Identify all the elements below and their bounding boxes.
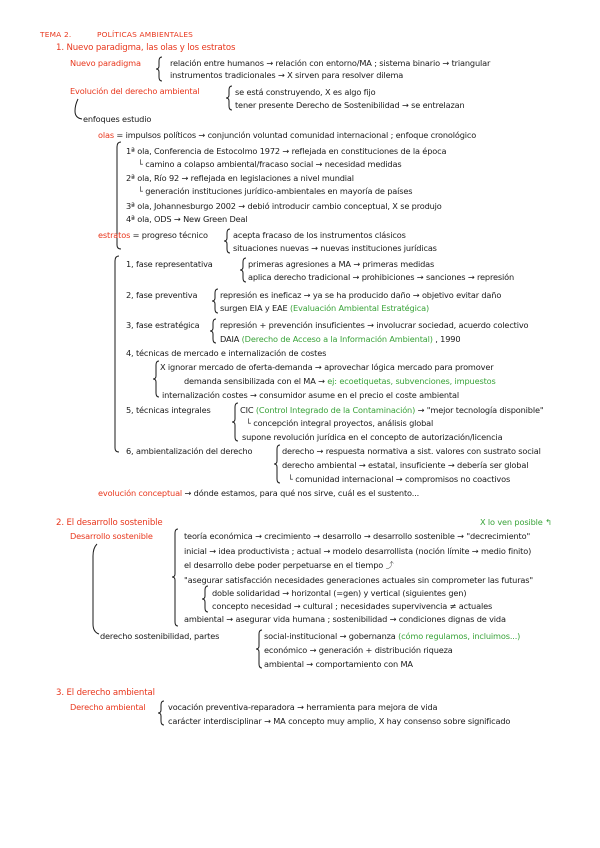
ds-part-3: ambiental → comportamiento con MA — [264, 659, 413, 669]
fase-3-line-2: DAIA (Derecho de Acceso a la Información Ambiental) , 1990 — [220, 334, 461, 344]
estratos-line-2: situaciones nuevas → nuevas instituciones jurídicas — [233, 243, 437, 253]
topic-number: TEMA 2. — [40, 30, 72, 39]
olas-label: olas — [98, 130, 114, 140]
fase-5-line-1: CIC (Control Integrado de la Contaminación) → "mejor tecnología disponible" — [240, 405, 544, 415]
ds-line-3: el desarrollo debe poder perpetuarse en el tiempo ⤴ — [184, 560, 394, 570]
fase-2-line-2: surgen EIA y EAE (Evaluación Ambiental Estratégica) — [220, 303, 429, 313]
fase-2-label: 2, fase preventiva — [126, 290, 198, 300]
ola-4: 4ª ola, ODS → New Green Deal — [126, 214, 248, 224]
estratos-label: estratos — [98, 230, 131, 240]
ds-parts-label: derecho sostenibilidad, partes — [100, 631, 220, 641]
da-label: Derecho ambiental — [70, 702, 146, 712]
ds-line-5: doble solidaridad → horizontal (=gen) y vertical (siguientes gen) — [212, 588, 467, 598]
da-line-2: carácter interdisciplinar → MA concepto muy amplio, X hay consenso sobre significado — [168, 716, 511, 726]
ds-part-1: social-institucional → gobernanza (cómo regulamos, incluimos...) — [264, 631, 521, 641]
ds-line-2: inicial → idea productivista ; actual → modelo desarrollista (noción límite → medio finito) — [184, 546, 532, 556]
fase-1-brace — [240, 257, 248, 283]
fase-6-brace — [274, 444, 282, 484]
fase-1-label: 1, fase representativa — [126, 259, 213, 269]
ds-line-1: teoría económica → crecimiento → desarrollo → desarrollo sostenible → "decrecimiento" — [184, 531, 531, 541]
fase-3-label: 3, fase estratégica — [126, 320, 200, 330]
ev-line-2: tener presente Derecho de Sostenibilidad → se entrelazan — [235, 100, 465, 110]
ds-brace — [172, 528, 180, 628]
fase-1-line-1: primeras agresiones a MA → primeras medidas — [248, 259, 435, 269]
ds-part-2: económico → generación + distribución riqueza — [264, 645, 453, 655]
fase-6-line-3: └ comunidad internacional → compromisos no coactivos — [288, 474, 511, 484]
estratos-line: estratos = progreso técnico — [98, 230, 208, 240]
np-line-2: instrumentos tradicionales → X sirven para resolver dilema — [170, 70, 404, 80]
ola-1: 1ª ola, Conferencia de Estocolmo 1972 → reflejada en constituciones de la época — [126, 146, 447, 156]
fase-6-line-2: derecho ambiental → estatal, insuficiente → debería ser global — [282, 460, 529, 470]
np-brace — [156, 56, 164, 82]
fase-4-label: 4, técnicas de mercado e internalización de costes — [126, 348, 327, 358]
ds-label: Desarrollo sostenible — [70, 531, 153, 541]
fase-5-line-3: supone revolución jurídica en el concepto de autorización/licencia — [242, 432, 503, 442]
da-brace — [158, 700, 166, 726]
estratos-brace — [224, 228, 232, 254]
fase-6-label: 6, ambientalización del derecho — [126, 446, 253, 456]
fase-2-brace — [212, 288, 220, 314]
section-1-title: 1. Nuevo paradigma, las olas y los estratos — [56, 43, 236, 53]
enfoques-label: enfoques estudio — [83, 114, 152, 124]
fases-brace — [113, 255, 121, 455]
fase-4-line-2: demanda sensibilizada con el MA → ej: ecoetiquetas, subvenciones, impuestos — [184, 376, 496, 386]
side-note: X lo ven posible ↰ — [480, 517, 552, 527]
ds-line-6: concepto necesidad → cultural ; necesidades supervivencia ≠ actuales — [212, 601, 493, 611]
ds-line-4: "asegurar satisfacción necesidades generaciones actuales sin comprometer las futuras" — [184, 575, 534, 585]
olas-line: olas = impulsos políticos → conjunción voluntad comunidad internacional ; enfoque cronológico — [98, 130, 477, 140]
evolucion-conceptual-line: evolución conceptual → dónde estamos, para qué nos sirve, cuál es el sustento... — [98, 488, 420, 498]
ev-label: Evolución del derecho ambiental — [70, 86, 200, 96]
fase-2-line-1: represión es ineficaz → ya se ha producido daño → objetivo evitar daño — [220, 290, 502, 300]
fase-5-label: 5, técnicas integrales — [126, 405, 211, 415]
ds-connector — [92, 544, 100, 636]
topic-title: POLÍTICAS AMBIENTALES — [97, 30, 194, 39]
ola-1-detail: └ camino a colapso ambiental/fracaso social → necesidad medidas — [138, 159, 402, 169]
da-line-1: vocación preventiva-reparadora → herramienta para mejora de vida — [168, 702, 438, 712]
ev-brace — [226, 85, 234, 111]
ds-sub-brace — [202, 585, 210, 613]
estratos-line-1: acepta fracaso de los instrumentos clásicos — [233, 230, 406, 240]
fase-5-line-2: └ concepción integral proyectos, análisis global — [246, 418, 434, 428]
fase-4-line-3: internalización costes → consumidor asume en el precio el coste ambiental — [162, 390, 459, 400]
ds-parts-brace — [256, 629, 264, 669]
ev-line-1: se está construyendo, X es algo fijo — [235, 87, 376, 97]
ola-2: 2ª ola, Río 92 → reflejada en legislaciones a nivel mundial — [126, 173, 354, 183]
np-label: Nuevo paradigma — [70, 58, 141, 68]
evolucion-conceptual-label: evolución conceptual — [98, 488, 183, 498]
section-2-title: 2. El desarrollo sostenible — [56, 518, 163, 528]
fase-1-line-2: aplica derecho tradicional → prohibiciones → sanciones → represión — [248, 272, 515, 282]
np-line-1: relación entre humanos → relación con entorno/MA ; sistema binario → triangular — [170, 58, 491, 68]
fase-4-line-1: X ignorar mercado de oferta-demanda → aprovechar lógica mercado para promover — [160, 362, 494, 372]
section-3-title: 3. El derecho ambiental — [56, 688, 155, 698]
fase-3-line-1: represión + prevención insuficientes → involucrar sociedad, acuerdo colectivo — [220, 320, 529, 330]
fase-6-line-1: derecho → respuesta normativa a sist. valores con sustrato social — [282, 446, 541, 456]
ola-3: 3ª ola, Johannesburgo 2002 → debió introducir cambio conceptual, X se produjo — [126, 201, 442, 211]
fase-5-brace — [232, 402, 240, 442]
fase-3-brace — [210, 318, 218, 344]
ds-line-7: ambiental → asegurar vida humana ; sostenibilidad → condiciones dignas de vida — [184, 614, 506, 624]
ola-2-detail: └ generación instituciones jurídico-ambientales en mayoría de países — [138, 186, 413, 196]
